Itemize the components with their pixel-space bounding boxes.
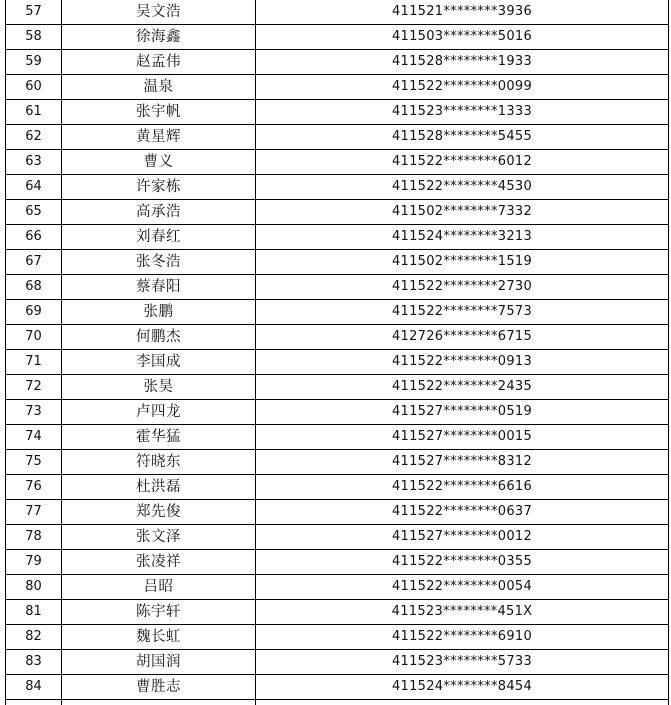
row-number-cell[interactable]: 74 [6, 425, 62, 450]
name-cell[interactable]: 吕昭 [62, 575, 256, 600]
name-cell[interactable]: 杜洪磊 [62, 475, 256, 500]
id-number-cell[interactable]: 411522********4530 [256, 175, 669, 200]
id-number-cell[interactable]: 411527********8312 [256, 450, 669, 475]
id-number-cell[interactable]: 411528********1933 [256, 50, 669, 75]
table-row [6, 575, 669, 600]
name-cell[interactable]: 陈宇轩 [62, 600, 256, 625]
table-body [6, 0, 669, 705]
name-cell[interactable]: 许家栋 [62, 175, 256, 200]
name-cell[interactable]: 张宇帆 [62, 100, 256, 125]
id-number-cell[interactable]: 411522********2730 [256, 275, 669, 300]
row-number-cell[interactable]: 63 [6, 150, 62, 175]
name-cell[interactable]: 何鹏杰 [62, 325, 256, 350]
table-row [6, 425, 669, 450]
row-number-cell[interactable]: 78 [6, 525, 62, 550]
table-row [6, 250, 669, 275]
row-number-cell[interactable]: 58 [6, 25, 62, 50]
table-row [6, 500, 669, 525]
id-number-cell[interactable]: 412726********6715 [256, 325, 669, 350]
row-number-cell[interactable]: 57 [6, 0, 62, 25]
row-number-cell[interactable]: 83 [6, 650, 62, 675]
row-number-cell[interactable]: 65 [6, 200, 62, 225]
table-row [6, 225, 669, 250]
name-cell[interactable]: 蔡春阳 [62, 275, 256, 300]
row-number-cell[interactable] [6, 700, 62, 705]
table-row [6, 400, 669, 425]
id-number-cell[interactable]: 411523********5733 [256, 650, 669, 675]
name-cell[interactable]: 张凌祥 [62, 550, 256, 575]
row-number-cell[interactable]: 76 [6, 475, 62, 500]
row-number-cell[interactable]: 66 [6, 225, 62, 250]
row-number-cell[interactable]: 72 [6, 375, 62, 400]
name-cell[interactable]: 魏长虹 [62, 625, 256, 650]
name-cell[interactable]: 赵孟伟 [62, 50, 256, 75]
table-row [6, 675, 669, 700]
table-row [6, 600, 669, 625]
name-cell[interactable] [62, 700, 256, 705]
id-number-cell[interactable]: 411524********8454 [256, 675, 669, 700]
id-number-cell[interactable]: 411528********5455 [256, 125, 669, 150]
row-number-cell[interactable]: 81 [6, 600, 62, 625]
row-number-cell[interactable]: 69 [6, 300, 62, 325]
table-row [6, 700, 669, 705]
table-row [6, 75, 669, 100]
table-row [6, 350, 669, 375]
table-row [6, 525, 669, 550]
table-row [6, 625, 669, 650]
table-row [6, 100, 669, 125]
table-row [6, 550, 669, 575]
table-row [6, 450, 669, 475]
row-number-cell[interactable]: 61 [6, 100, 62, 125]
table-row [6, 300, 669, 325]
id-number-cell[interactable]: 411522********2435 [256, 375, 669, 400]
row-number-cell[interactable]: 70 [6, 325, 62, 350]
row-number-cell[interactable]: 80 [6, 575, 62, 600]
id-number-cell[interactable]: 411522********0355 [256, 550, 669, 575]
table-row [6, 50, 669, 75]
row-number-cell[interactable]: 71 [6, 350, 62, 375]
name-cell[interactable]: 吴文浩 [62, 0, 256, 25]
row-number-cell[interactable]: 64 [6, 175, 62, 200]
row-number-cell[interactable]: 82 [6, 625, 62, 650]
row-number-cell[interactable]: 59 [6, 50, 62, 75]
name-cell[interactable]: 张文泽 [62, 525, 256, 550]
id-number-cell[interactable]: 411502********1519 [256, 250, 669, 275]
name-cell[interactable]: 胡国润 [62, 650, 256, 675]
table-row [6, 150, 669, 175]
table-row [6, 200, 669, 225]
name-cell[interactable]: 高承浩 [62, 200, 256, 225]
name-cell[interactable]: 曹义 [62, 150, 256, 175]
table-row [6, 650, 669, 675]
name-cell[interactable]: 李国成 [62, 350, 256, 375]
id-number-cell[interactable]: 411522********0637 [256, 500, 669, 525]
id-number-cell[interactable]: 411522********6910 [256, 625, 669, 650]
id-number-cell[interactable]: 411527********0015 [256, 425, 669, 450]
name-cell[interactable]: 霍华猛 [62, 425, 256, 450]
name-cell[interactable]: 曹胜志 [62, 675, 256, 700]
row-number-cell[interactable]: 79 [6, 550, 62, 575]
id-number-cell[interactable]: 411522********0054 [256, 575, 669, 600]
id-number-cell[interactable]: 411502********7332 [256, 200, 669, 225]
id-number-cell[interactable]: 411522********6616 [256, 475, 669, 500]
table-row [6, 175, 669, 200]
table-row [6, 475, 669, 500]
id-number-cell[interactable]: 411503********5016 [256, 25, 669, 50]
row-number-cell[interactable]: 68 [6, 275, 62, 300]
table-row [6, 325, 669, 350]
row-number-cell[interactable]: 77 [6, 500, 62, 525]
table-row [6, 125, 669, 150]
name-cell[interactable]: 温泉 [62, 75, 256, 100]
name-cell[interactable]: 符晓东 [62, 450, 256, 475]
name-cell[interactable]: 刘春红 [62, 225, 256, 250]
name-cell[interactable]: 卢四龙 [62, 400, 256, 425]
row-number-cell[interactable]: 62 [6, 125, 62, 150]
row-number-cell[interactable]: 67 [6, 250, 62, 275]
name-cell[interactable]: 郑先俊 [62, 500, 256, 525]
id-number-cell[interactable]: 411523********451X [256, 600, 669, 625]
table-row [6, 0, 669, 25]
name-list-table [5, 0, 669, 705]
id-number-cell[interactable]: 411522********0913 [256, 350, 669, 375]
row-number-cell[interactable]: 60 [6, 75, 62, 100]
name-cell[interactable]: 张鹏 [62, 300, 256, 325]
id-number-cell[interactable]: 411524********3213 [256, 225, 669, 250]
name-cell[interactable]: 黄星辉 [62, 125, 256, 150]
id-number-cell[interactable]: 411521********3936 [256, 0, 669, 25]
row-number-cell[interactable]: 75 [6, 450, 62, 475]
name-cell[interactable]: 张昊 [62, 375, 256, 400]
id-number-cell[interactable]: 411522********7573 [256, 300, 669, 325]
id-number-cell[interactable] [256, 700, 669, 705]
id-number-cell[interactable]: 411523********1333 [256, 100, 669, 125]
row-number-cell[interactable]: 84 [6, 675, 62, 700]
id-number-cell[interactable]: 411522********0099 [256, 75, 669, 100]
row-number-cell[interactable]: 73 [6, 400, 62, 425]
id-number-cell[interactable]: 411522********6012 [256, 150, 669, 175]
table-row [6, 375, 669, 400]
table-row [6, 25, 669, 50]
table-row [6, 275, 669, 300]
name-cell[interactable]: 张冬浩 [62, 250, 256, 275]
name-cell[interactable]: 徐海鑫 [62, 25, 256, 50]
id-number-cell[interactable]: 411527********0519 [256, 400, 669, 425]
id-number-cell[interactable]: 411527********0012 [256, 525, 669, 550]
